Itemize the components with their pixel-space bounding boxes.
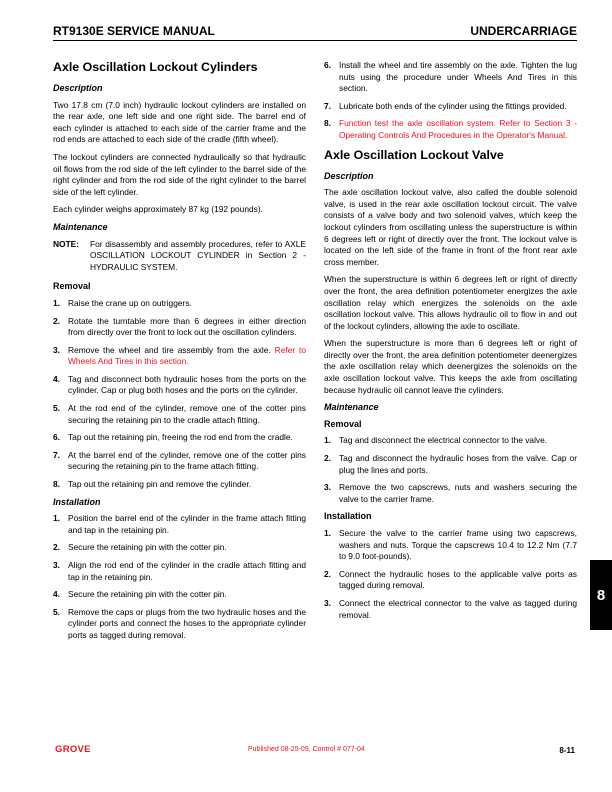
- step-text: [339, 118, 577, 141]
- step-body: Position the barrel end of the cylinder in the frame attach fitting and tap in the retaining pin.: [68, 513, 306, 535]
- list-item: [324, 60, 577, 95]
- step-body: Tag and disconnect the hydraulic hoses from the valve. Cap or plug the lines and ports.: [339, 453, 577, 475]
- step-number: 2.: [53, 542, 60, 553]
- step-text: [68, 450, 306, 473]
- step-body: Raise the crane up on outriggers.: [68, 297, 192, 308]
- step-text: [68, 589, 306, 601]
- step-number: 6.: [53, 432, 60, 443]
- step-number: 4.: [53, 373, 60, 384]
- step-text: [68, 479, 306, 491]
- step-body: Align the rod end of the cylinder in the cradle attach fitting and tap in the retaining pin.: [68, 560, 306, 582]
- section-title: UNDERCARRIAGE: [470, 24, 577, 38]
- step-number: 2.: [53, 315, 60, 326]
- step-text: [68, 345, 306, 368]
- step-body: Secure the retaining pin with the cotter pin.: [68, 542, 227, 553]
- list-item: [324, 118, 577, 141]
- step-text: [339, 101, 577, 113]
- step-text: [68, 403, 306, 426]
- paragraph: Each cylinder weighs approximately 87 kg (192 pounds).: [53, 204, 263, 215]
- step-text: [68, 513, 306, 536]
- step-body: Remove the wheel and tire assembly from the axle.: [68, 344, 275, 355]
- step-text: [68, 374, 306, 397]
- step-body: Lubricate both ends of the cylinder using the fittings provided.: [339, 100, 567, 111]
- step-body: Tap out the retaining pin and remove the cylinder.: [68, 479, 251, 490]
- step-number: 5.: [53, 606, 60, 617]
- step-number: 2.: [324, 453, 331, 464]
- list-item: [53, 607, 306, 642]
- list-item: [53, 432, 306, 444]
- step-number: 3.: [324, 482, 331, 493]
- step-body: Connect the hydraulic hoses to the applicable valve ports as tagged during removal.: [339, 568, 577, 591]
- step-number: 4.: [53, 589, 60, 600]
- procedure-heading: Installation: [324, 511, 372, 522]
- section-heading: Axle Oscillation Lockout Cylinders: [53, 60, 258, 74]
- right-column: [324, 60, 577, 627]
- step-body: At the rod end of the cylinder, remove one of the cotter pins securing the retaining pin to the cradle attach fitting.: [68, 403, 306, 425]
- step-text: [339, 569, 577, 592]
- step-number: 3.: [324, 597, 331, 608]
- step-number: 5.: [53, 403, 60, 414]
- step-body: Remove the two capscrews, nuts and washers securing the valve to the carrier frame.: [339, 482, 577, 504]
- note-text: For disassembly and assembly procedures, refer to AXLE OSCILLATION LOCKOUT CYLINDER in Section 2 - HYDRAULIC SYSTEM.: [90, 238, 306, 272]
- list-item: [53, 479, 306, 491]
- step-number: 8.: [324, 118, 331, 129]
- list-item: [53, 403, 306, 426]
- list-item: [324, 101, 577, 113]
- step-number: 3.: [53, 344, 60, 355]
- list-item: [53, 345, 306, 368]
- note-label: NOTE:: [53, 238, 80, 249]
- paragraph: When the superstructure is more than 6 degrees left or right of directly over the front, the area definition potentiometer deenergizes the axle oscillation relay which deenergizes the solenoids on the axle oscillation lockout valve. This keeps the axle from oscillating because hydraulic oil cannot leave the cylinders.: [324, 338, 577, 395]
- step-number: 2.: [324, 568, 331, 579]
- step-number: 1.: [53, 297, 60, 308]
- step-number: 1.: [53, 513, 60, 524]
- list-item: [324, 598, 577, 621]
- list-item: [53, 542, 306, 554]
- paragraph: The axle oscillation lockout valve, also called the double solenoid valve, is used in the rear axle oscillation lockout circuit. The valve consists of a valve body and two solenoid valves, which keep the lockout cylinders from oscillating unless the superstructure is within 6 degrees left or right of directly over the front. The lockout valve is located on the left side of the frame in front of the front rear axle cross member.: [324, 187, 577, 267]
- list-item: [53, 316, 306, 339]
- section-heading: Axle Oscillation Lockout Valve: [324, 147, 504, 162]
- step-text: [339, 528, 577, 563]
- note: [53, 239, 306, 274]
- subheading: Description: [53, 83, 103, 93]
- list-item: [53, 298, 306, 310]
- step-text: [339, 482, 577, 505]
- step-text: [68, 607, 306, 642]
- left-column: [53, 60, 306, 648]
- step-text: [68, 316, 306, 339]
- step-body: Tag and disconnect both hydraulic hoses from the ports on the cylinder. Cap or plug both hoses and the ports on the cylinder.: [68, 373, 306, 396]
- page-number: 8-11: [559, 746, 575, 755]
- step-number: 8.: [53, 479, 60, 490]
- list-item: [53, 560, 306, 583]
- step-body: Install the wheel and tire assembly on the axle. Tighten the lug nuts using the procedure under Wheels And Tires in this section.: [339, 60, 577, 94]
- step-text: [68, 560, 306, 583]
- step-text: [339, 435, 577, 447]
- procedure-heading: Removal: [53, 281, 91, 292]
- step-number: 7.: [53, 449, 60, 460]
- section-tab: 8: [590, 560, 612, 630]
- procedure-heading: Removal: [324, 418, 362, 429]
- step-body: Rotate the turntable more than 6 degrees in either direction from directly over the front to lock out the oscillation cylinders.: [68, 315, 306, 338]
- step-text: [68, 298, 306, 310]
- list-item: [53, 374, 306, 397]
- list-item: [53, 589, 306, 601]
- paragraph: Two 17.8 cm (7.0 inch) hydraulic lockout cylinders are installed on the rear axle, one left side and one right side. The barrel end of each cylinder is attached to each side of the carrier frame and the rod ends are attached to each side of the cradle (fifth wheel).: [53, 99, 306, 145]
- step-body: At the barrel end of the cylinder, remove one of the cotter pins securing the retaining pin to the frame attach fitting.: [68, 449, 306, 472]
- list-item: [324, 482, 577, 505]
- step-text: [339, 453, 577, 476]
- paragraph: When the superstructure is within 6 degrees left or right of directly over the front, the area definition potentiometer energizes the axle oscillation relay which energizes the solenoids on the axle oscillation lockout valve. This allows hydraulic oil to flow in and out of the lockout cylinders, allowing the axle to oscillate.: [324, 274, 577, 331]
- brand-logo: GROVE: [55, 744, 91, 755]
- step-body: Secure the retaining pin with the cotter pin.: [68, 589, 227, 600]
- list-item: [324, 435, 577, 447]
- step-number: 7.: [324, 100, 331, 111]
- paragraph: The lockout cylinders are connected hydraulically so that hydraulic oil flows from the rod side of the left cylinder to the barrel side of the right cylinder and from the rod side of the right cylinder to the barrel side of the left cylinder.: [53, 151, 306, 197]
- list-item: [324, 453, 577, 476]
- list-item: [53, 450, 306, 473]
- step-number: 6.: [324, 60, 331, 70]
- step-body: Secure the valve to the carrier frame using two capscrews, washers and nuts. Torque the capscrews 10.4 to 12.2 Nm (7.7 to 9.0 foot-pounds).: [339, 528, 577, 562]
- step-body: Tap out the retaining pin, freeing the rod end from the cradle.: [68, 432, 293, 443]
- step-text: [68, 542, 306, 554]
- step-body: Connect the electrical connector to the valve as tagged during removal.: [339, 597, 577, 620]
- page-header: [53, 24, 577, 41]
- step-number: 1.: [324, 435, 331, 446]
- subheading: Installation: [53, 496, 101, 507]
- list-item: [53, 513, 306, 536]
- step-number: 1.: [324, 528, 331, 538]
- subheading: Maintenance: [53, 221, 108, 232]
- step-reference: Refer to Wheels And Tires in this section.: [68, 344, 306, 367]
- step-number: 3.: [53, 560, 60, 570]
- step-reference: Function test the axle oscillation system. Refer to Section 3 - Operating Controls And Procedures in the Operator's Manual.: [339, 118, 577, 140]
- manual-title: RT9130E SERVICE MANUAL: [53, 24, 215, 38]
- step-text: [339, 60, 577, 95]
- step-text: [68, 432, 306, 444]
- publish-info: Published 08-25-09, Control # 077-04: [248, 746, 365, 753]
- list-item: [324, 528, 577, 563]
- step-body: Tag and disconnect the electrical connector to the valve.: [339, 435, 548, 446]
- step-body: Remove the caps or plugs from the two hydraulic hoses and the cylinder ports and connect the hoses to the appropriate cylinder ports as tagged during removal.: [68, 606, 306, 640]
- subheading: Description: [324, 170, 374, 181]
- list-item: [324, 569, 577, 592]
- step-text: [339, 598, 577, 621]
- subheading: Maintenance: [324, 402, 379, 413]
